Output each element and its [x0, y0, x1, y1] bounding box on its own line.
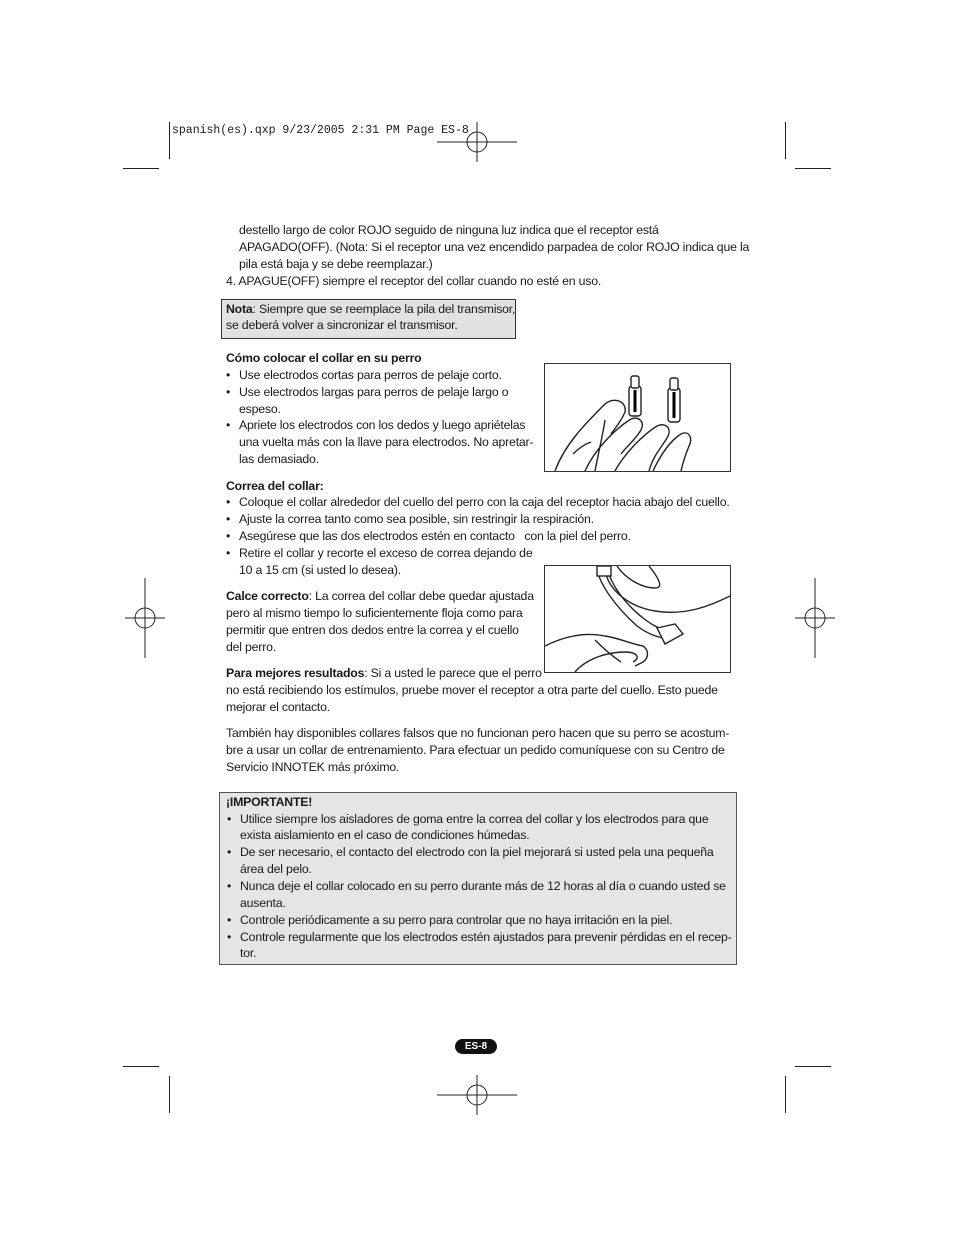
list-item: espeso.: [239, 402, 281, 416]
fit-line: pero al mismo tiempo lo suficientemente floja como para: [226, 606, 523, 620]
list-item: Ajuste la correa tanto como sea posible, sin restringir la respiración.: [239, 512, 594, 526]
dummy-line: Servicio INNOTEK más próximo.: [226, 760, 400, 774]
print-slug: spanish(es).qxp 9/23/2005 2:31 PM Page ES-8: [172, 124, 469, 137]
collar-fit-illustration: [544, 565, 731, 673]
note-line-1: [226, 301, 515, 318]
fit-line: permitir que entren dos dedos entre la correa y el cuello: [226, 623, 519, 637]
registration-mark-icon: [437, 122, 517, 162]
best-label: Para mejores resultados: [226, 666, 365, 680]
crop-mark: [169, 122, 170, 159]
section-heading: Cómo colocar el collar en su perro: [226, 351, 422, 365]
important-item: Nunca deje el collar colocado en su perro durante más de 12 horas al día o cuando usted se: [240, 879, 726, 893]
best-text: : Si a usted le parece que el perro: [364, 666, 542, 680]
bullet-icon: •: [227, 812, 232, 826]
section-heading: Correa del collar:: [226, 479, 324, 493]
intro-line: pila está baja y se debe reemplazar.): [239, 257, 433, 271]
crop-mark: [785, 122, 786, 159]
bullet-icon: •: [226, 529, 231, 543]
intro-line: destello largo de color ROJO seguido de ninguna luz indica que el receptor está: [239, 223, 659, 237]
note-label: Nota: [226, 302, 253, 316]
registration-mark-icon: [125, 578, 165, 658]
fit-line-1: [226, 588, 534, 605]
important-box: [219, 792, 737, 965]
note-line-2: se deberá volver a sincronizar el transmisor.: [226, 318, 458, 332]
important-item: área del pelo.: [240, 862, 312, 876]
dummy-line: bre a usar un collar de entrenamiento. Para efectuar un pedido comuníquese con su Centro de: [226, 743, 725, 757]
bullet-icon: •: [226, 368, 231, 382]
important-item: ausenta.: [240, 896, 286, 910]
bullet-icon: •: [226, 385, 231, 399]
bullet-icon: •: [227, 930, 232, 944]
bullet-icon: •: [227, 913, 232, 927]
bullet-icon: •: [226, 418, 231, 432]
registration-mark-icon: [795, 578, 835, 658]
list-item: Asegúrese que las dos electrodos estén en contacto con la piel del perro.: [239, 529, 631, 543]
list-item: una vuelta más con la llave para electrodos. No apretar-: [239, 435, 534, 449]
list-item: las demasiado.: [239, 452, 319, 466]
intro-line: APAGADO(OFF). (Nota: Si el receptor una vez encendido parpadea de color ROJO indica que la: [239, 240, 750, 254]
bullet-icon: •: [227, 879, 232, 893]
important-item: De ser necesario, el contacto del electrodo con la piel mejorará si usted pela una pequeña: [240, 845, 714, 859]
crop-mark: [795, 1066, 831, 1067]
important-item: exista aislamiento en el caso de condiciones húmedas.: [240, 828, 530, 842]
best-line: no está recibiendo los estímulos, pruebe mover el receptor a otra parte del cuello. Esto puede: [226, 683, 718, 697]
list-item: Use electrodos largas para perros de pelaje largo o: [239, 385, 509, 399]
bullet-icon: •: [226, 512, 231, 526]
crop-mark: [123, 168, 159, 169]
list-item: 10 a 15 cm (si usted lo desea).: [239, 563, 401, 577]
note-box: [221, 299, 516, 339]
fit-label: Calce correcto: [226, 589, 309, 603]
list-item: Retire el collar y recorte el exceso de correa dejando de: [239, 546, 533, 560]
step-4: 4. APAGUE(OFF) siempre el receptor del collar cuando no esté en uso.: [226, 274, 602, 288]
important-item: Controle regularmente que los electrodos estén ajustados para prevenir pérdidas en el recep-: [240, 930, 732, 944]
fit-text: : La correa del collar debe quedar ajustada: [308, 589, 534, 603]
important-heading: ¡IMPORTANTE!: [226, 795, 313, 809]
bullet-icon: •: [226, 495, 231, 509]
bullet-icon: •: [227, 845, 232, 859]
important-item: Controle periódicamente a su perro para controlar que no haya irritación en la piel.: [240, 913, 673, 927]
registration-mark-icon: [437, 1075, 517, 1115]
best-line-1: [226, 665, 542, 682]
note-text: : Siempre que se reemplace la pila del transmisor,: [252, 302, 516, 316]
crop-mark: [123, 1066, 159, 1067]
list-item: Apriete los electrodos con los dedos y luego apriételas: [239, 418, 526, 432]
best-line: mejorar el contacto.: [226, 700, 330, 714]
important-item: tor.: [240, 946, 257, 960]
crop-mark: [169, 1076, 170, 1113]
list-item: Coloque el collar alrededor del cuello del perro con la caja del receptor hacia abajo del cuello.: [239, 495, 730, 509]
electrode-hand-illustration: [544, 363, 731, 472]
page-number-badge: ES-8: [455, 1039, 497, 1054]
crop-mark: [785, 1076, 786, 1113]
dummy-line: También hay disponibles collares falsos que no funcionan pero hacen que su perro se acostum-: [226, 726, 730, 740]
important-item: Utilice siempre los aisladores de goma entre la correa del collar y los electrodos para que: [240, 812, 709, 826]
list-item: Use electrodos cortas para perros de pelaje corto.: [239, 368, 502, 382]
fit-line: del perro.: [226, 640, 276, 654]
crop-mark: [795, 168, 831, 169]
bullet-icon: •: [226, 546, 231, 560]
